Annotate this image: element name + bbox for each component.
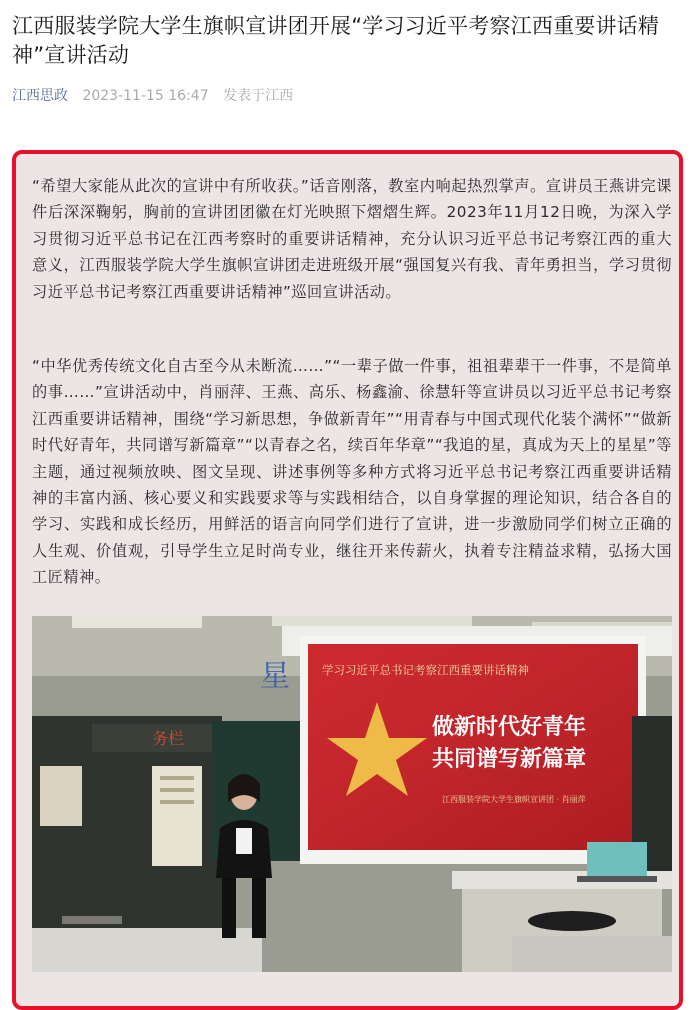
slide-footer: 江西服装学院大学生旗帜宣讲团 · 肖丽萍 xyxy=(442,795,586,804)
slide-line-1: 做新时代好青年 xyxy=(432,714,587,740)
bulletin-label: 务栏 xyxy=(152,729,185,748)
wall-character: 星 xyxy=(260,659,290,694)
article-title: 江西服装学院大学生旗帜宣讲团开展“学习习近平考察江西重要讲话精神”宣讲活动 xyxy=(12,14,660,67)
event-photo[interactable] xyxy=(32,616,672,972)
article-content-card xyxy=(12,150,683,1010)
account-name-link[interactable]: 江西思政 xyxy=(12,88,68,104)
publish-location: 发表于江西 xyxy=(223,88,294,104)
event-photo-illustration xyxy=(32,616,672,972)
publish-datetime: 2023-11-15 16:47 xyxy=(82,88,209,104)
body-paragraph-2: “中华优秀传统文化自古至今从未断流……”“一辈子做一件事，祖祖辈辈干一件事，不是简单的事……”宣讲活动中，肖丽萍、王燕、高乐、杨鑫渝、徐慧轩等宣讲员以习近平总书记考察江西重要讲话精神，围绕“学习新思想，争做新青年”“用青春与中国式现代化装个满怀”“做新时代好青年，共同谱写新篇章”“以青春之名，续百年华章”“我追的星，真成为天上的星星”等主题，通过视频放映、图文呈现、讲述事例等多种方式将习近平总书记考察江西重要讲话精神的丰富内涵、核心要义和实践要求等与实践相结合，以自身掌握的理论知识，结合各自的学习、实践和成长经历，用鲜活的语言向同学们进行了宣讲，进一步激励同学们树立正确的人生观、价值观，引导学生立足时尚专业，继往开来传薪火，执着专注精益求精，弘扬大国工匠精神。 xyxy=(32,357,672,587)
slide-header: 学习习近平总书记考察江西重要讲话精神 xyxy=(322,663,529,677)
article-meta xyxy=(12,86,303,106)
slide-line-2: 共同谱写新篇章 xyxy=(432,746,587,772)
body-paragraph-1: “希望大家能从此次的宣讲中有所收获。”话音刚落，教室内响起热烈掌声。宣讲员王燕讲完课件后深深鞠躬，胸前的宣讲团团徽在灯光映照下熠熠生辉。2023年11月12日晚，为深入学习贯彻习近平总书记在江西考察时的重要讲话精神，充分认识习近平总书记考察江西的重大意义，江西服装学院大学生旗帜宣讲团走进班级开展“强国复兴有我、青年勇担当，学习贯彻习近平总书记考察江西重要讲话精神”巡回宣讲活动。 xyxy=(32,177,672,301)
